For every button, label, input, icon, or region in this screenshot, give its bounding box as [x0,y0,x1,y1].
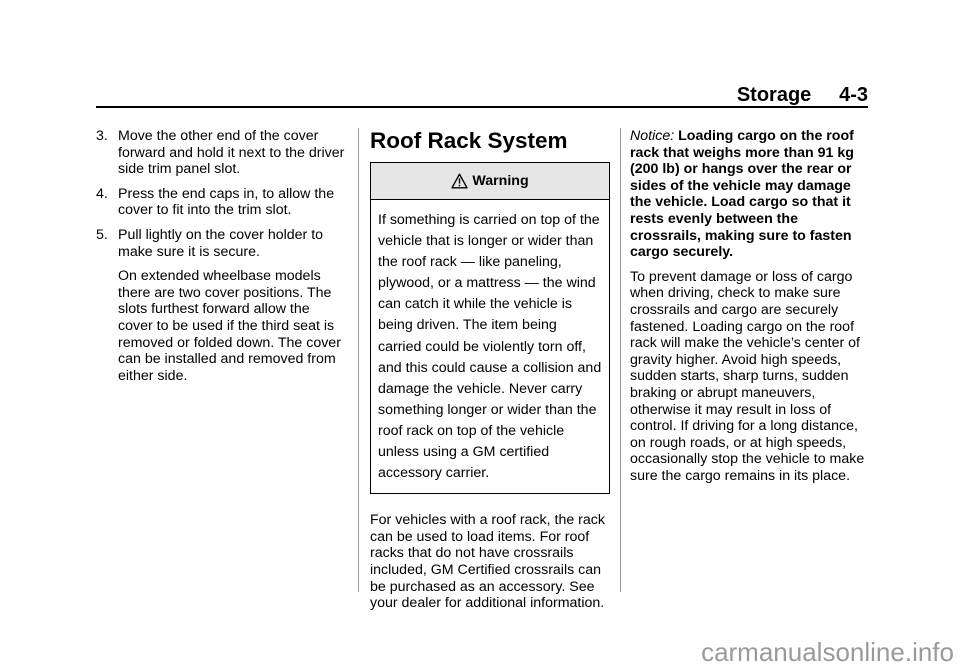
warning-triangle-icon [451,173,468,189]
step-text: Press the end caps in, to allow the cover to fit into the trim slot. [118,185,335,219]
step-text: Pull lightly on the cover holder to make sure it is secure. [118,226,324,260]
step-number: 5. [96,226,108,243]
notice-label: Notice: [630,128,675,144]
list-item [96,227,348,260]
notice-paragraph [630,128,868,261]
step-text: Move the other end of the cover forward and hold it next to the driver side trim panel slot. [118,128,345,178]
section-title: Roof Rack System [370,128,568,153]
column-divider [358,128,359,592]
list-item [96,186,348,219]
step-number: 4. [96,185,108,202]
column-divider [620,128,621,592]
list-item [96,128,348,178]
column-2 [370,128,610,620]
watermark: carmanualsonline.info [701,637,954,667]
cargo-paragraph: To prevent damage or loss of cargo when driving, check to make sure crossrails and cargo are securely fastened. Loading cargo on the roof rack will make the vehicle’s center of gravity higher. Avoid high speeds, sudden starts, sharp turns, sudden braking or abrupt maneuvers, otherwise it may result in loss of control. If driving for a long distance, on rough roads, or at high speeds, occasionally stop the vehicle to make sure the cargo remains in its place. [630,268,865,484]
warning-header [371,163,609,200]
warning-label: Warning [472,172,529,189]
page-number: 4-3 [839,84,868,106]
extended-wheelbase-note: On extended wheelbase models there are two cover positions. The slots furthest forward allow the cover to be used if the third seat is removed or folded down. The cover can be installed and removed from either side. [118,268,341,384]
roof-rack-paragraph: For vehicles with a roof rack, the rack can be used to load items. For roof racks that do not have crossrails included, GM Certified crossrails can be purchased as an accessory. See your dealer for additional information. [370,512,605,612]
column-3 [630,128,868,492]
warning-box [370,162,610,494]
section-name: Storage [736,84,812,106]
page-header [96,84,868,106]
warning-body: If something is carried on top of the vehicle that is longer or wider than the roof rack — like paneling, plywood, or a mattress — the wind can catch it while the vehicle is being driven. The item being carried could be violently torn off, and this could cause a collision and damage the vehicle. Never carry something longer or wider than the roof rack on top of the vehicle unless using a GM certified accessory carrier. [378,212,602,482]
header-rule [96,106,868,108]
step-number: 3. [96,128,108,144]
column-1 [96,128,348,392]
header-title [737,84,868,107]
notice-text: Loading cargo on the roof rack that weighs more than 91 kg (200 lb) or hangs over the rear or sides of the vehicle may damage the vehicle. Load cargo so that it rests evenly between the crossrails, making sure to fasten cargo securely. [630,128,854,261]
